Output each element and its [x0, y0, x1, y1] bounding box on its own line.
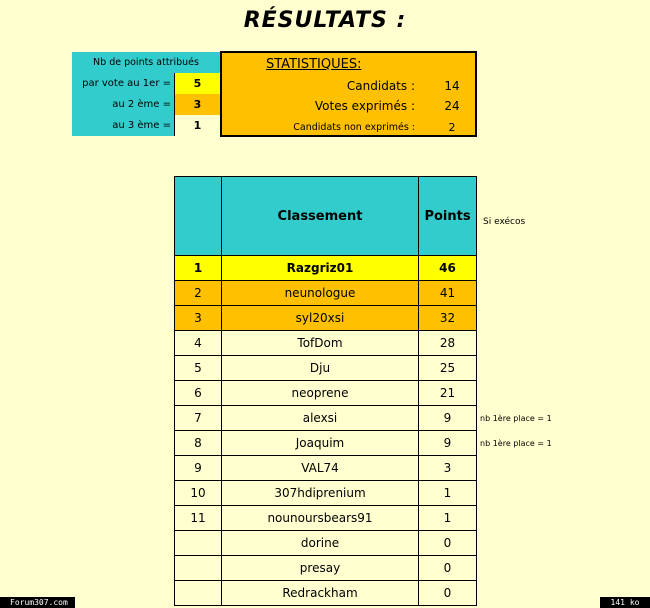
header-points: Points	[419, 177, 477, 256]
stats-value-non-expressed: 2	[448, 121, 456, 134]
table-row	[175, 306, 477, 331]
points-value-2: 3	[174, 94, 220, 115]
cell-points: 21	[419, 381, 477, 406]
stats-value-candidates: 14	[444, 79, 460, 93]
table-header-row	[175, 177, 477, 256]
cell-rank: 1	[175, 256, 222, 281]
cell-rank: 4	[175, 331, 222, 356]
page-title: RÉSULTATS :	[243, 8, 407, 33]
stats-label-non-expressed: Candidats non exprimés :	[293, 122, 415, 133]
cell-rank	[175, 531, 222, 556]
footer-site: Forum307.com	[0, 597, 75, 608]
cell-rank: 5	[175, 356, 222, 381]
stats-label-candidates: Candidats :	[346, 79, 415, 93]
cell-points: 0	[419, 581, 477, 606]
points-value-3: 1	[174, 115, 220, 136]
cell-points: 0	[419, 556, 477, 581]
header-ranking: Classement	[222, 177, 419, 256]
side-header: Si exécos	[483, 217, 526, 227]
header-rank	[175, 177, 222, 256]
cell-name: Dju	[222, 356, 419, 381]
cell-name: Razgriz01	[222, 256, 419, 281]
stats-label-votes: Votes exprimés :	[314, 99, 415, 113]
cell-points: 0	[419, 531, 477, 556]
table-row	[175, 531, 477, 556]
cell-rank: 7	[175, 406, 222, 431]
cell-points: 9	[419, 406, 477, 431]
cell-rank: 9	[175, 456, 222, 481]
cell-rank	[175, 581, 222, 606]
cell-points: 46	[419, 256, 477, 281]
points-label-3: au 3 ème =	[72, 115, 174, 136]
cell-points: 1	[419, 506, 477, 531]
cell-points: 28	[419, 331, 477, 356]
cell-points: 1	[419, 481, 477, 506]
cell-points: 41	[419, 281, 477, 306]
table-row	[175, 406, 477, 431]
cell-name: syl20xsi	[222, 306, 419, 331]
cell-points: 9	[419, 431, 477, 456]
cell-name: presay	[222, 556, 419, 581]
table-row	[175, 256, 477, 281]
cell-name: neunologue	[222, 281, 419, 306]
table-row	[175, 431, 477, 456]
cell-name: neoprene	[222, 381, 419, 406]
cell-rank: 3	[175, 306, 222, 331]
cell-rank: 11	[175, 506, 222, 531]
cell-points: 3	[419, 456, 477, 481]
cell-name: dorine	[222, 531, 419, 556]
cell-name: Joaquim	[222, 431, 419, 456]
cell-points: 32	[419, 306, 477, 331]
cell-name: nounoursbears91	[222, 506, 419, 531]
results-table	[174, 176, 477, 606]
cell-name: VAL74	[222, 456, 419, 481]
statistics-box	[220, 51, 477, 137]
table-row	[175, 456, 477, 481]
cell-rank: 2	[175, 281, 222, 306]
table-row	[175, 281, 477, 306]
cell-name: Redrackham	[222, 581, 419, 606]
cell-points: 25	[419, 356, 477, 381]
cell-name: alexsi	[222, 406, 419, 431]
footer-size: 141 ko	[600, 597, 650, 608]
row-note: nb 1ère place = 1	[480, 439, 552, 448]
table-row	[175, 581, 477, 606]
cell-name: 307hdiprenium	[222, 481, 419, 506]
stats-title: STATISTIQUES:	[266, 57, 362, 72]
table-row	[175, 331, 477, 356]
table-row	[175, 356, 477, 381]
row-note: nb 1ère place = 1	[480, 414, 552, 423]
points-label-2: au 2 ème =	[72, 94, 174, 115]
table-row	[175, 556, 477, 581]
points-header: Nb de points attribués	[72, 52, 220, 73]
table-row	[175, 481, 477, 506]
table-row	[175, 506, 477, 531]
points-label-1: par vote au 1er =	[72, 73, 174, 94]
table-row	[175, 381, 477, 406]
points-value-1: 5	[174, 73, 220, 94]
cell-rank: 10	[175, 481, 222, 506]
stats-value-votes: 24	[444, 99, 460, 113]
cell-rank: 8	[175, 431, 222, 456]
cell-rank: 6	[175, 381, 222, 406]
cell-name: TofDom	[222, 331, 419, 356]
cell-rank	[175, 556, 222, 581]
